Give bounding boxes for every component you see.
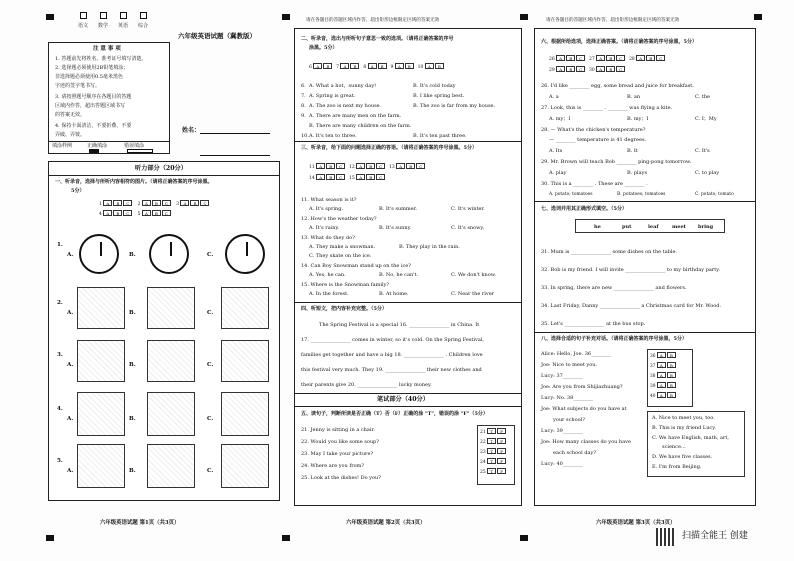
option-b: B. They play in the rain. (399, 244, 460, 250)
tf-answer-bubbles: 21 T F 22 T F 23 T F 24 T F 25 T F (477, 425, 515, 485)
subject-label: 综合 (138, 23, 149, 29)
option-label: C. (207, 416, 214, 422)
dialog-line: Joe: What subjects do you have at (541, 406, 627, 412)
option-b: B. I like spring best. (413, 93, 465, 99)
question: 27. Look, this is ________ . ________ was flying a kite. (541, 105, 673, 111)
dialog-option: A. Nice to meet you, too. (652, 415, 715, 421)
filled-bubble-icon (89, 149, 99, 153)
option-b: B. The zoo is far from my house. (413, 103, 496, 109)
passage-line: their parents give 20. ________________ lucky money. (301, 382, 432, 388)
option-b: B. It's sunny. (379, 225, 412, 231)
option-c: C. It's winter. (451, 206, 485, 212)
correct-fill-label: 正确填涂 (87, 143, 108, 149)
option-b: B. It's cold today (413, 83, 456, 89)
option-a: A. my；I (549, 116, 571, 122)
option-a: A. The zoo is next my house. (309, 103, 382, 109)
passage-line: 17. ________________ comes in winter, so it's cold. On the Spring Festival, (301, 337, 485, 343)
section-7-title: 七、选词并用其正确形式填空。（5分） (541, 206, 627, 212)
notice-line: 弄破、弄皱。 (55, 132, 86, 138)
dialog-line: each school day? (553, 450, 597, 456)
subject-checkbox[interactable] (100, 12, 107, 19)
fill-example-row (49, 141, 169, 154)
dialog-option: D. We have five classes. (652, 454, 713, 460)
passage-line: families get together and have a big 18. ________________ . Children love (301, 352, 483, 358)
notice-line: 1. 答题前先将姓名、准考证号填写清楚。 (55, 56, 147, 62)
fill-question: 32. Bob is my friend. I will invite ________________ to my birthday party. (541, 267, 721, 273)
option-b: B. No, he can't. (379, 272, 419, 278)
page-1-footer: 六年级英语试题 第1页（共3页） (100, 520, 180, 526)
picture (221, 392, 269, 436)
option-label: B. (129, 252, 136, 258)
option-a: A. In the forest. (309, 291, 349, 297)
option-a: A. Its (549, 148, 563, 154)
dialog-line: Joe: How many classes do you have (541, 439, 631, 445)
dialog-line: Joe: Are you from Shijiazhuang? (541, 384, 623, 390)
word: he (594, 224, 601, 230)
page-3-panel (534, 28, 756, 506)
answer-bubbles: 6 A B 7 A B 8 A B 9 A B 10 A B (309, 63, 445, 70)
exam-title: 六年级英语试题（冀教版） (178, 32, 256, 40)
word: bring (698, 224, 714, 230)
page-3-top-note: 请在各题目的答题区域内作答，超出矩形边框限定区域的答案无效 (546, 18, 680, 23)
question: 11. What season is it? (301, 197, 357, 203)
picture (147, 287, 195, 329)
listening-panel (48, 161, 280, 501)
question: 24. Where are you from? (301, 463, 365, 469)
row-number: 4. (57, 406, 63, 412)
option-c: C. It's (695, 148, 710, 154)
subject-label: 语文 (78, 23, 89, 29)
page-2-footer: 六年级英语试题 第2页（共3页） (346, 520, 426, 526)
name-label: 姓名： (182, 127, 201, 134)
section-1-title: 一、听录音，选择与所听内容相符的图片。（请将正确答案的序号涂黑。 (55, 179, 213, 185)
question: 22. Would you like some soup? (301, 439, 379, 445)
option-a: A. They make a snowman. (309, 244, 376, 250)
subject-checkbox[interactable] (80, 12, 87, 19)
option-a: A. Yes, he can. (309, 272, 346, 278)
subject-checkboxes (78, 12, 158, 34)
option-label: B. (129, 362, 136, 368)
row-number: 1. (57, 242, 63, 248)
option-b: B. It (627, 148, 638, 154)
fill-question: 34. Last Friday, Danny ________________ a Christmas card for Mr. Wood. (541, 303, 722, 309)
option-label: B. (129, 416, 136, 422)
dialog-options (647, 411, 745, 477)
dialog-line: your school? (553, 417, 585, 423)
wrong-bubble-icon (127, 149, 153, 153)
question-number: 8. (301, 103, 306, 109)
subject-checkbox[interactable] (140, 12, 147, 19)
question: 13. What do they do? (301, 235, 355, 241)
picture (77, 392, 125, 436)
corner-mark (520, 14, 528, 20)
answer-bubbles: 29 A B C 30 A B C (549, 66, 626, 73)
row-number: 5. (57, 458, 63, 464)
option-c: C. the (695, 94, 711, 100)
picture (147, 340, 195, 382)
dialog-line: Lucy: 37________ (541, 373, 583, 379)
option-a: A. potato; tomatoes (549, 192, 593, 197)
option-b: B. plays (627, 170, 648, 176)
corner-mark (520, 535, 528, 541)
fill-question: 33. In spring, there are new ________________ and flowers. (541, 285, 687, 291)
dialog-line: Lucy: 40________ (541, 461, 583, 467)
notice-box (48, 42, 170, 154)
page-2-panel (294, 28, 522, 506)
dialog-option: B. This is my friend Lucy. (652, 425, 716, 431)
dialog-option: E. I'm from Beijing. (652, 464, 702, 470)
option-c: C. Near the river (451, 291, 495, 297)
option-b: B. At home. (379, 291, 409, 297)
option-label: C. (207, 362, 214, 368)
answer-bubbles: 26 A B C 27 A B C 28 A B C (549, 55, 666, 62)
question: 12. How's the weather today? (301, 216, 377, 222)
section-2-title: 二、听录音，选出与所听句子意思一致的选项。（请将正确答案的序号 (301, 36, 454, 42)
clock-icon (149, 234, 189, 274)
section-6-title: 六、根据所给选项，选择正确答案。（请将正确答案的序号涂黑，5分） (541, 39, 697, 45)
picture (221, 287, 269, 329)
fill-question: 35. Let's ________________ at the bus stop. (541, 321, 646, 327)
option-label: B. (129, 310, 136, 316)
answer-bubbles: 1 A B C 2 A B C 3 A B C 4 A B C 5 A B C (99, 200, 210, 217)
id-input[interactable] (200, 155, 270, 156)
option-label: A. (67, 362, 74, 368)
corner-mark (46, 14, 54, 20)
option-b: B. It's ten past three. (413, 133, 467, 139)
corner-mark (282, 535, 290, 541)
question-number: 9. (301, 113, 306, 119)
corner-mark (46, 535, 54, 541)
word: leaf (648, 224, 659, 230)
picture (77, 444, 125, 488)
notice-title: 注 意 事 项 (93, 46, 121, 52)
option-b: B. potatoes; tomatoes (617, 192, 666, 197)
option-b: B. It's summer. (379, 206, 418, 212)
option-label: A. (67, 468, 74, 474)
question: 15. Where is the Snowman family? (301, 282, 390, 288)
notice-line: 4. 保持卡面清洁，不要折叠、不要 (55, 123, 132, 129)
dialog-option: science... (662, 444, 686, 450)
clock-icon (225, 234, 265, 274)
picture (77, 287, 125, 329)
picture (221, 340, 269, 382)
question: 14. Can Boy Snowman stand up on the ice? (301, 263, 411, 269)
name-input[interactable] (200, 133, 270, 134)
question: 26. I'd like ________ egg, some bread and juice for breakfast. (541, 83, 694, 89)
option-a: A. play (549, 170, 567, 176)
dialog-line: Lucy: No. 38________ (541, 395, 594, 401)
dialog-line: Lucy: 39________ (541, 428, 583, 434)
option-label: B. (129, 468, 136, 474)
dialog-option: C. We have English, math, art, (652, 435, 730, 441)
answer-bubbles: 11 A B C 12 A B C 13 A B C (309, 163, 426, 170)
option-c: C. to play (695, 170, 720, 176)
option-c: C. We don't know. (451, 272, 497, 278)
passage-line: The Spring Festival is a special 16. ________________ in China. It (319, 322, 480, 328)
question-line: — ________ temperature is 41 degrees. (549, 137, 647, 143)
fill-example-label: 填涂样例 (52, 143, 73, 149)
question: 30. This is a ________ . These are ________ . (541, 181, 648, 187)
listening-title: 听力部分（20分） (135, 165, 187, 172)
question-number: 7. (301, 93, 306, 99)
option-a: A. It's spring. (309, 206, 344, 212)
word: put (622, 224, 632, 230)
scanner-watermark: 扫描全能王 创建 (682, 531, 748, 541)
answer-bubbles: 14 A B C 15 A B C (309, 174, 386, 181)
qr-code-icon (656, 528, 674, 546)
notice-line: 的答案无效。 (55, 112, 86, 118)
section-3-title: 三、听录音，给下面的问题选择正确的答语。（请将正确答案的序号涂黑。5分） (301, 145, 477, 151)
notice-line: 2. 选择题必须使用2B铅笔填涂； (55, 65, 129, 71)
option-b: B. an (627, 94, 641, 100)
dialog-answer-bubbles: 36 A B 37 A B 38 A B 39 A B 40 A B (647, 349, 693, 407)
option-label: C. (207, 310, 214, 316)
section-5-title: 五、读句子，判断所读是否正确（T）否（F）正确的涂 "T"，错误的涂 "F"（5分） (301, 411, 488, 417)
dialog-line: Alice: Hello, Joe. 36________ (541, 351, 612, 357)
option-b: B. There are many children on the farm. (309, 123, 412, 129)
clock-icon (79, 234, 119, 274)
option-label: A. (67, 310, 74, 316)
option-label: A. (67, 416, 74, 422)
section-4-title: 四、听短文，把内容补充完整。（5分） (301, 306, 387, 312)
corner-mark (282, 14, 290, 20)
section-2-score: 涂黑。5分） (309, 45, 338, 51)
section-1-score: 5分） (71, 188, 85, 194)
subject-label: 数学 (98, 23, 109, 29)
page-2-top-note: 请在各题目的答题区域内作答，超出矩形边框限定区域的答案无效 (306, 18, 440, 23)
subject-label: 英语 (118, 23, 129, 29)
option-a: A. There are many men on the farm. (309, 113, 402, 119)
question: 29. Mr. Brown will teach Bob ________ ping-pong tomorrow. (541, 159, 692, 165)
picture (147, 444, 195, 488)
option-b: B. my；I (627, 116, 649, 122)
option-a: A. It's rainy. (309, 225, 340, 231)
question: 25. Look at the dishes! Do you? (301, 475, 381, 481)
option-label: C. (207, 468, 214, 474)
row-number: 3. (57, 352, 63, 358)
option-a: A. a (549, 94, 559, 100)
notice-line: 区域内作答，超出答题区域书写 (55, 103, 126, 109)
notice-line: 3. 请按照题号顺序在各题目的答题 (55, 94, 132, 100)
question: 23. May I take your picture? (301, 451, 374, 457)
question: 21. Jenny is sitting in a chair. (301, 427, 375, 433)
option-a: A. Spring is great. (309, 93, 356, 99)
picture (221, 444, 269, 488)
passage-line: this festival very much. They 19. ________________ their new clothes and (301, 367, 482, 373)
word-bank (575, 219, 725, 233)
section-8-title: 八、选择合适的句子补充对话。（请将正确答案的序号涂黑，5分） (541, 336, 687, 342)
option-a: A. What a hot，sunny day! (309, 83, 377, 89)
picture (147, 392, 195, 436)
wrong-fill-label: 错误填涂 (124, 143, 145, 149)
option-a: A. It's ten to three. (309, 133, 357, 139)
corner-mark (754, 14, 762, 20)
question-number: 6. (301, 83, 306, 89)
notice-line: 字迹的签字笔书写。 (55, 83, 101, 89)
option-c: C. It's snowy. (451, 225, 485, 231)
option-label: A. (67, 252, 74, 258)
word: meet (672, 224, 686, 230)
question-number: 10. (301, 133, 309, 139)
question: 28. — What's the chicken's temperature? (541, 127, 646, 133)
fill-question: 31. Mum is ________________ some dishes on the table. (541, 249, 678, 255)
notice-line: 非选择题必须使用0.5毫米黑色 (55, 74, 123, 80)
subject-checkbox[interactable] (120, 12, 127, 19)
option-label: C. (207, 252, 214, 258)
option-c: C. I；My (695, 116, 717, 122)
row-number: 2. (57, 300, 63, 306)
dialog-line: Joe: Nice to meet you. (541, 362, 598, 368)
written-title: 笔试部分（40分） (377, 396, 429, 403)
option-c: C. They skate on the ice. (309, 253, 372, 259)
page-3-footer: 六年级英语试题 第3页（共3页） (596, 520, 676, 526)
picture (77, 340, 125, 382)
option-c: C. potato; tomato (695, 192, 734, 197)
